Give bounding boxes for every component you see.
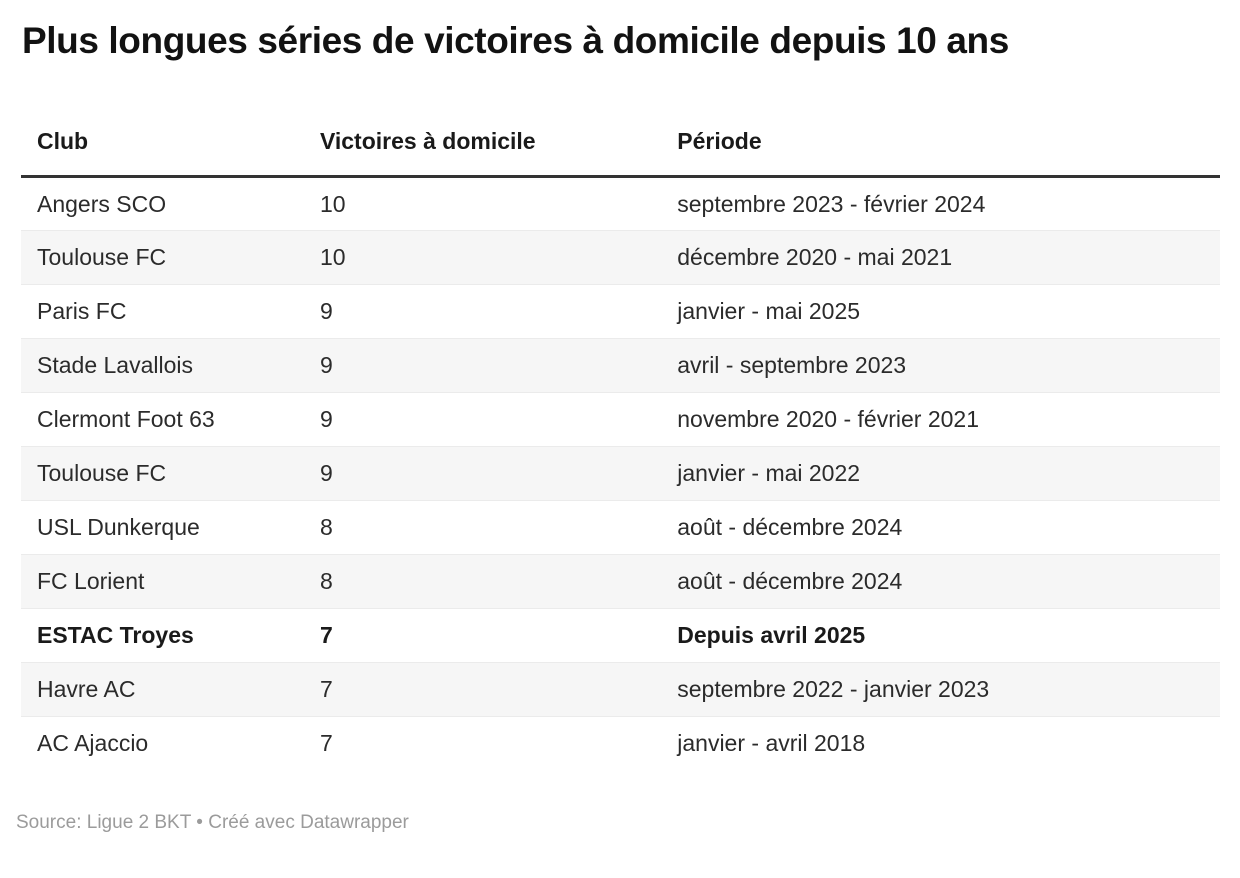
source-label: Source: xyxy=(16,811,82,833)
cell-period: janvier - mai 2025 xyxy=(661,285,1220,339)
cell-club: Toulouse FC xyxy=(21,231,304,285)
table-row xyxy=(21,663,1220,717)
table-row xyxy=(21,177,1220,231)
table-row xyxy=(21,231,1220,285)
cell-wins: 9 xyxy=(304,285,661,339)
cell-period: janvier - avril 2018 xyxy=(661,717,1220,771)
cell-club: Toulouse FC xyxy=(21,447,304,501)
table-row xyxy=(21,717,1220,771)
cell-club: Paris FC xyxy=(21,285,304,339)
cell-period: Depuis avril 2025 xyxy=(661,609,1220,663)
cell-wins: 9 xyxy=(304,447,661,501)
cell-wins: 9 xyxy=(304,339,661,393)
cell-period: août - décembre 2024 xyxy=(661,555,1220,609)
cell-wins: 7 xyxy=(304,609,661,663)
cell-period: décembre 2020 - mai 2021 xyxy=(661,231,1220,285)
column-header-period: Période xyxy=(661,118,1220,177)
streaks-table xyxy=(21,118,1220,771)
table-row xyxy=(21,339,1220,393)
attribution-text: Créé avec Datawrapper xyxy=(208,811,409,833)
cell-period: septembre 2023 - février 2024 xyxy=(677,190,986,217)
cell-wins: 7 xyxy=(304,663,661,717)
cell-period: janvier - mai 2022 xyxy=(661,447,1220,501)
table-row xyxy=(21,393,1220,447)
table-row xyxy=(21,555,1220,609)
cell-period: août - décembre 2024 xyxy=(661,501,1220,555)
cell-club: FC Lorient xyxy=(21,555,304,609)
cell-club: USL Dunkerque xyxy=(21,501,304,555)
cell-wins: 8 xyxy=(304,555,661,609)
cell-wins: 7 xyxy=(304,717,661,771)
cell-club: AC Ajaccio xyxy=(21,717,304,771)
footer-separator: • xyxy=(196,811,203,833)
cell-period: septembre 2022 - janvier 2023 xyxy=(661,663,1220,717)
table-row xyxy=(21,609,1220,663)
table-row xyxy=(21,447,1220,501)
cell-club: Stade Lavallois xyxy=(21,339,304,393)
column-header-wins: Victoires à domicile xyxy=(304,118,661,177)
cell-club: Havre AC xyxy=(21,663,304,717)
cell-club: Clermont Foot 63 xyxy=(21,393,304,447)
cell-club: Angers SCO xyxy=(37,190,167,217)
cell-period: avril - septembre 2023 xyxy=(661,339,1220,393)
cell-wins: 8 xyxy=(304,501,661,555)
table-row xyxy=(21,501,1220,555)
table-header-row xyxy=(21,118,1220,177)
cell-wins: 10 xyxy=(304,231,661,285)
table-header xyxy=(21,118,1220,177)
table-row xyxy=(21,285,1220,339)
cell-wins: 10 xyxy=(319,190,346,217)
cell-period: novembre 2020 - février 2021 xyxy=(661,393,1220,447)
page-title: Plus longues séries de victoires à domicile depuis 10 ans xyxy=(22,20,1009,61)
source-name: Ligue 2 BKT xyxy=(86,811,191,833)
cell-wins: 9 xyxy=(304,393,661,447)
cell-club: ESTAC Troyes xyxy=(21,609,304,663)
chart-footer xyxy=(16,811,1220,835)
column-header-club: Club xyxy=(21,118,304,177)
table-body xyxy=(21,177,1220,771)
